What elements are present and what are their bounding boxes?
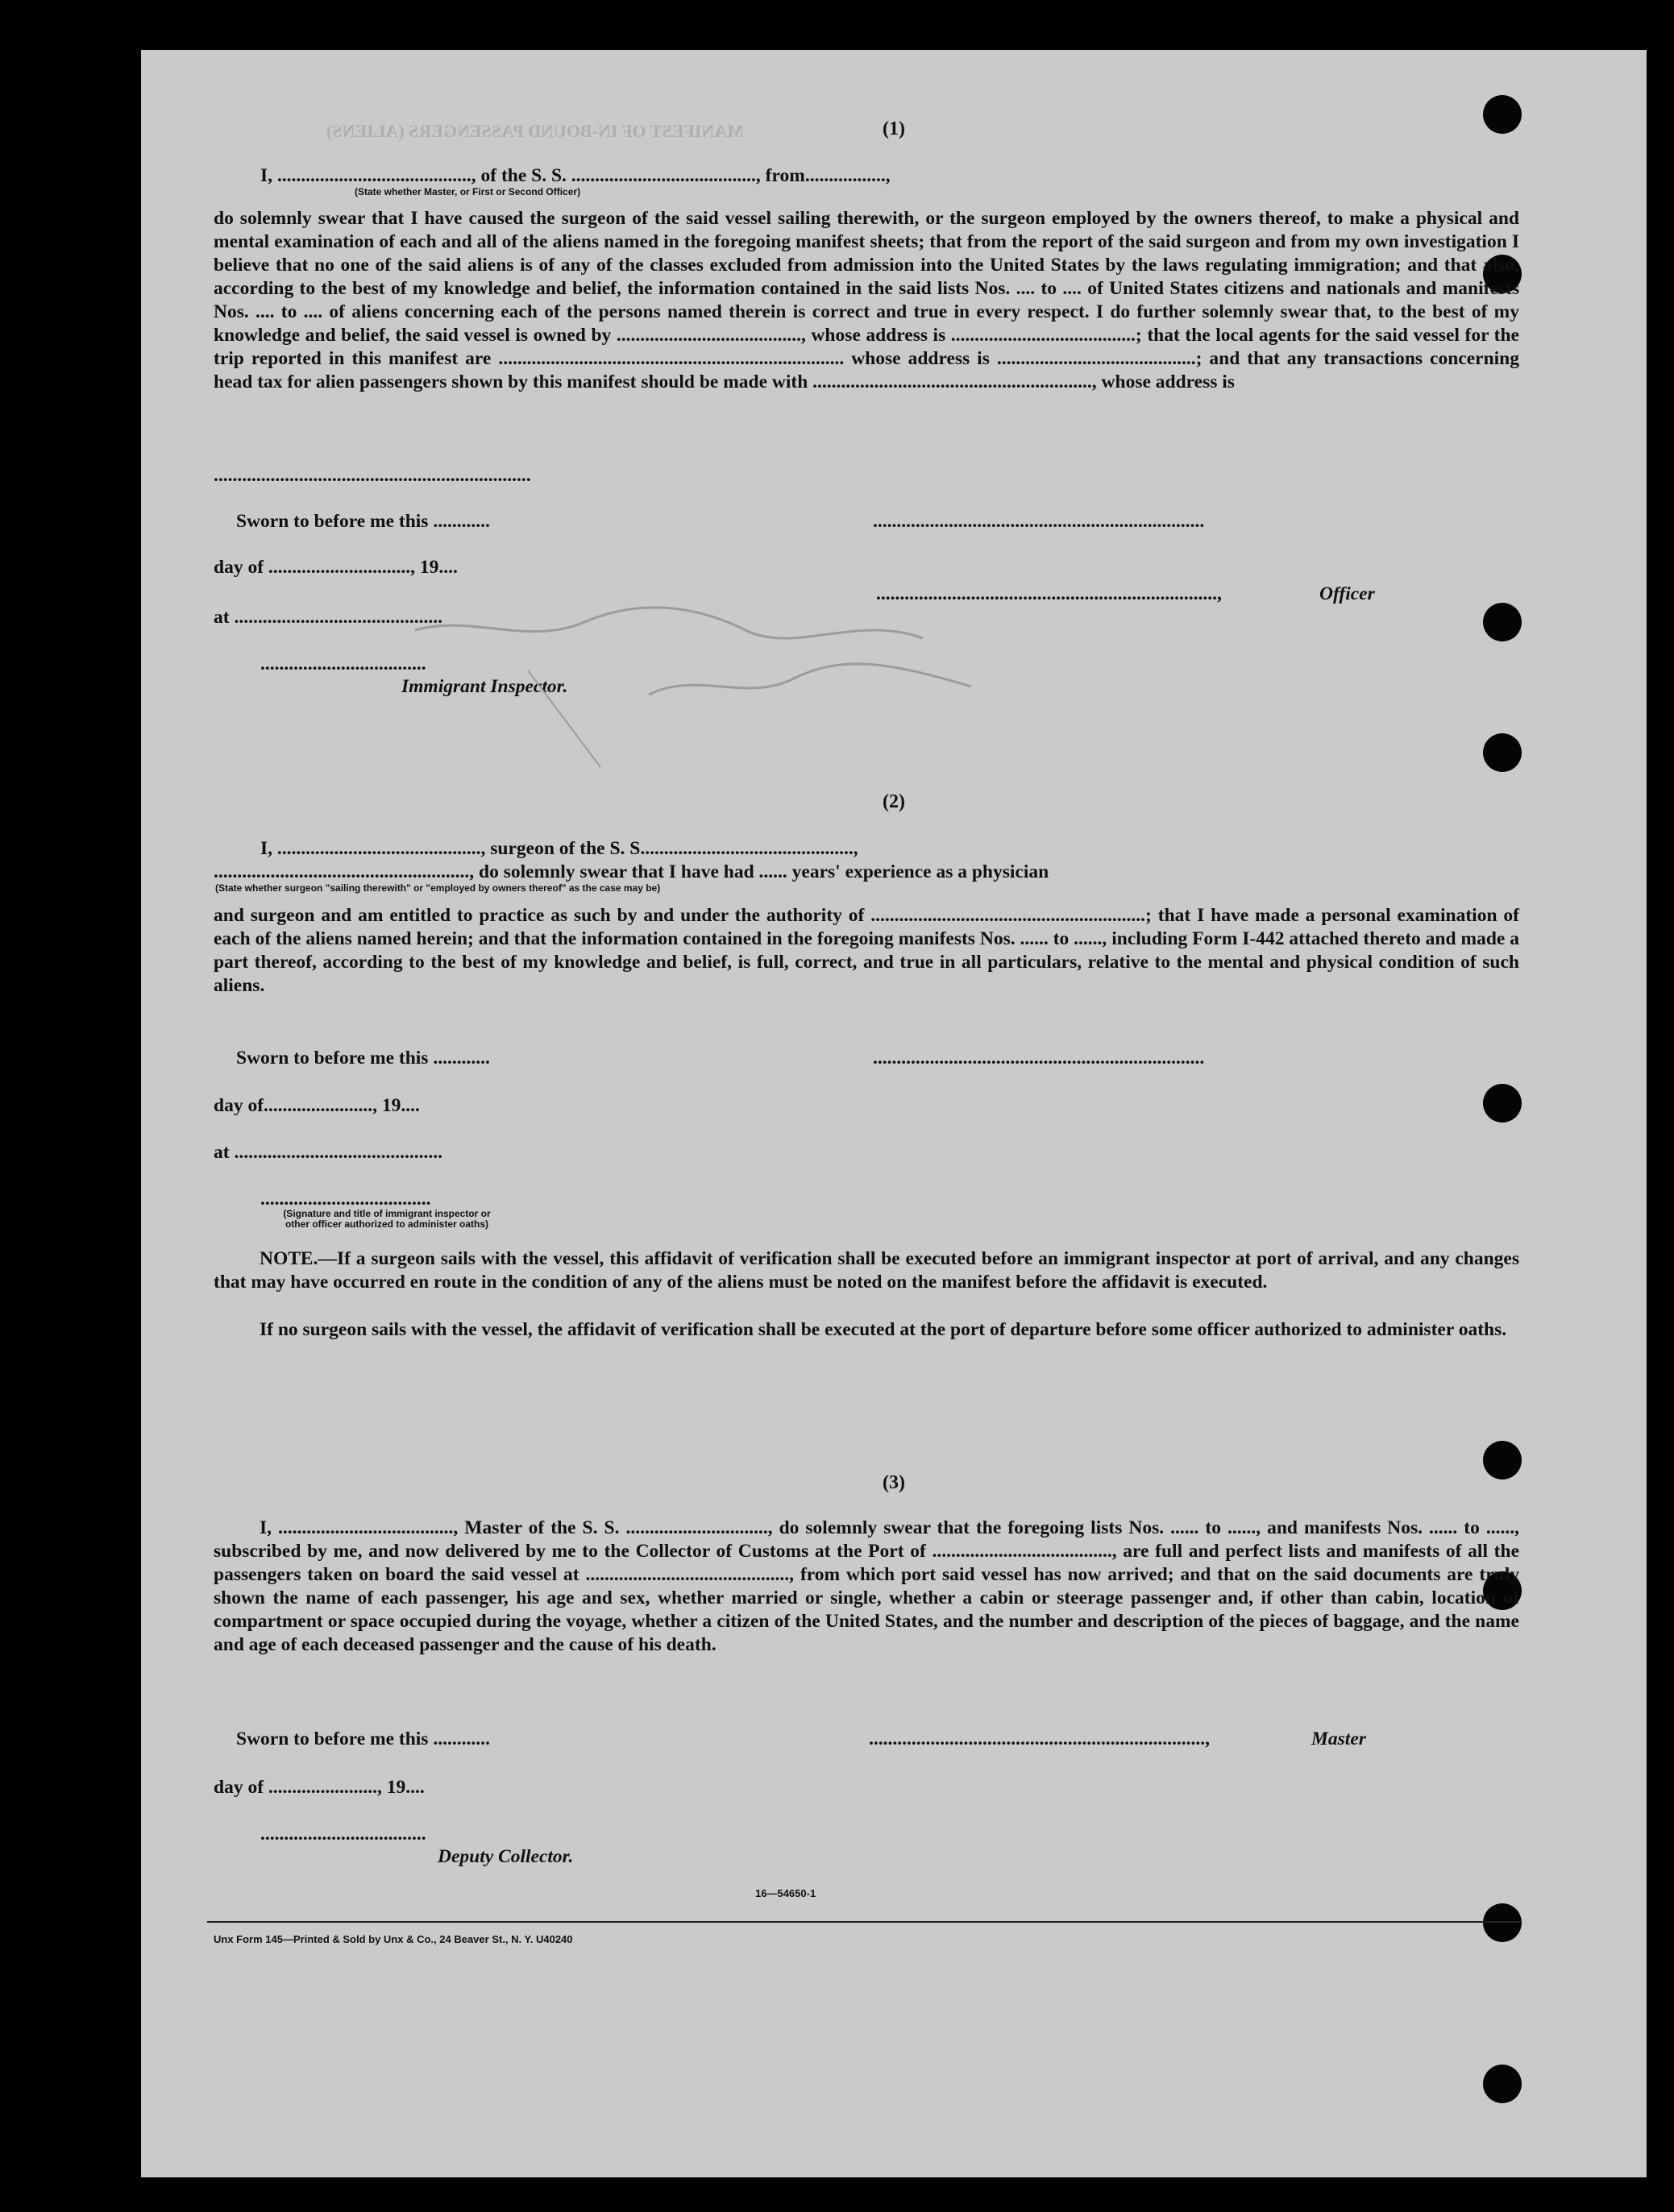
section-3-collector-line: ................................... — [260, 1824, 426, 1845]
section-1-officer-label: Officer — [1319, 583, 1375, 604]
form-number: 16—54650-1 — [755, 1887, 816, 1899]
section-1-at: at ............................................ — [214, 607, 442, 628]
footer-printer-text: Unx Form 145—Printed & Sold by Unx & Co., 24 Beaver St., N. Y. U40240 — [214, 1933, 573, 1945]
section-1-number: (1) — [883, 118, 905, 139]
section-1-officer-line: ........................................................................, — [876, 583, 1222, 604]
section-2-sworn: Sworn to before me this ............ — [236, 1048, 490, 1069]
section-3-oath-text: I, ....................................., Master of the S. S. .............................., do solemnly swear that the foregoing lists Nos. ...... to ......, and manifests Nos. ...... to ......, subscribed by me, and now delivered by me to the Collector of Customs at the Port of ......................................, are full and perfect lists and manifests of all the passengers taken on board the said vessel at ..........................................., from which port said vessel has now arrived; and that on the said documents are truly shown the name of each passenger, his age and sex, whether married or single, whether a cabin or steerage passenger and, if other than cabin, location of compartment or space occupied during the voyage, whether a citizen of the United States, and the number and description of the pieces of baggage, and the name and age of each deceased passenger and the cause of his death. — [214, 1517, 1519, 1655]
section-3-collector-label: Deputy Collector. — [438, 1846, 574, 1867]
section-3-master-label: Master — [1311, 1729, 1366, 1749]
section-3-number: (3) — [883, 1472, 905, 1493]
section-3-sworn: Sworn to before me this ............ — [236, 1729, 490, 1749]
section-1-line-1-note: (State whether Master, or First or Second Officer) — [355, 186, 581, 197]
section-2-oath-text: and surgeon and am entitled to practice as such by and under the authority of ..........................................................; that I have made a personal examination of each of the aliens named herein; and that the information contained in the foregoing manifests Nos. ...... to ......, including Form I-442 attached thereto and made a part thereof, according to the best of my knowledge and belief, is full, correct, and true in all particulars, relative to the mental and physical condition of such aliens. — [214, 905, 1519, 996]
section-1-oath-tail: ................................................................... — [214, 465, 531, 486]
punch-hole — [1483, 1084, 1522, 1123]
section-2-signature-note: (Signature and title of immigrant inspector or other officer authorized to administer oaths) — [283, 1208, 491, 1230]
section-3-day-of: day of ......................., 19.... — [214, 1777, 425, 1798]
section-1-oath-text: do solemnly swear that I have caused the surgeon of the said vessel sailing therewith, or the surgeon employed by the owners thereof, to make a physical and mental examination of each and all of the aliens named in the foregoing manifest sheets; that from the report of the said surgeon and from my own investigation I believe that no one of the said aliens is of any of the classes excluded from admission into the United States by the laws regulating immigration; and that also, according to the best of my knowledge and belief, the information contained in the said lists Nos. .... to .... of United States citizens and nationals and manifests Nos. .... to .... of aliens concerning each of the persons named therein is correct and true in every respect. I do further solemnly swear that, to the best of my knowledge and belief, the said vessel is owned by ......................................., whose address is .......................................; that the local agents for the said vessel for the trip reported in this manifest are ......................................................................... whose address is ..........................................; and that any transactions concerning head tax for alien passengers shown by this manifest should be made with ..........................................................., whose address is — [214, 208, 1519, 392]
punch-hole — [1483, 603, 1522, 641]
section-2-number: (2) — [883, 791, 905, 812]
section-3-master-line: ......................................................................., — [869, 1729, 1210, 1749]
section-2-line-1: I, ..........................................., surgeon of the S. S............................................., — [260, 838, 858, 859]
section-2-line-2: ......................................................, do solemnly swear that I have had ...... years' experience as a physician — [214, 861, 1049, 882]
section-1-day-of: day of .............................., 19.... — [214, 557, 458, 578]
section-1-sworn: Sworn to before me this ............ — [236, 511, 490, 532]
section-2-line-2-note: (State whether surgeon "sailing therewith" or "employed by owners thereof" as the case may be) — [215, 882, 661, 894]
faint-signature — [407, 574, 1068, 783]
section-1-sworn-signature-line: ...................................................................... — [873, 511, 1205, 532]
punch-hole — [1483, 2065, 1522, 2103]
section-2-at: at ............................................ — [214, 1142, 442, 1163]
punch-hole — [1483, 733, 1522, 772]
section-1-line-1: I, ........................................., of the S. S. ......................................., from................., — [260, 165, 891, 186]
form-page — [141, 50, 1647, 2177]
footer-divider — [207, 1921, 1521, 1923]
section-2-sworn-signature-line: ...................................................................... — [873, 1048, 1205, 1069]
section-2-day-of: day of......................., 19.... — [214, 1095, 420, 1116]
punch-hole — [1483, 1903, 1522, 1942]
section-1-inspector-line: ................................... — [260, 654, 426, 674]
section-2-signature-line: .................................... — [260, 1189, 431, 1210]
section-2-note-2: If no surgeon sails with the vessel, the affidavit of verification shall be executed at the port of departure before some officer authorized to administer oaths. — [260, 1319, 1507, 1340]
section-1-inspector-label: Immigrant Inspector. — [401, 676, 568, 697]
section-2-note-1: NOTE.—If a surgeon sails with the vessel, this affidavit of verification shall be executed before an immigrant inspector at port of arrival, and any changes that may have occurred en route in the condition of any of the aliens must be noted on the manifest before the affidavit is executed. — [214, 1248, 1519, 1293]
bleed-through-text: MANIFEST OF IN-BOUND PASSENGERS (ALIENS) — [326, 121, 744, 141]
